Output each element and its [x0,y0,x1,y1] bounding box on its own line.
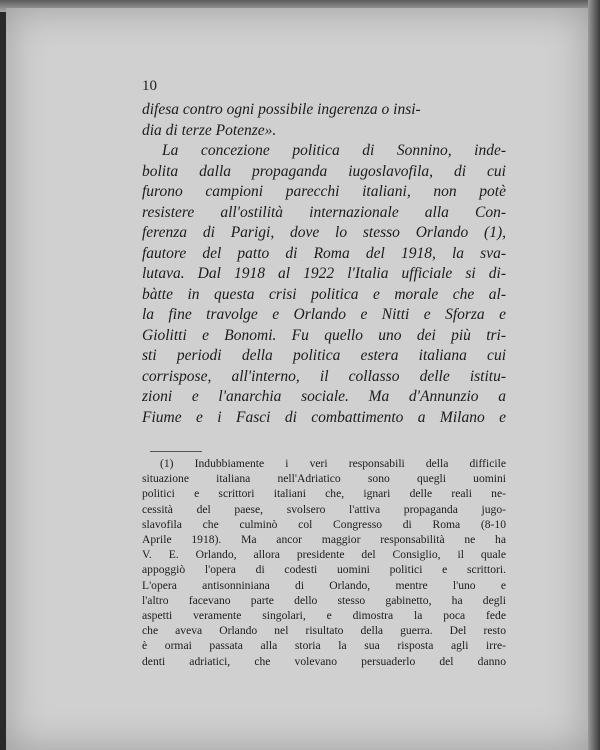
text-line: Fiume e i Fasci di combattimento a Milano e [142,408,506,426]
text-line: ferenza di Parigi, dove lo stesso Orlando (1), [142,224,506,241]
footnote-line: appoggiò l'opera di codesti uomini politici e scrittori. [142,563,506,577]
text-line: La concezione politica di Sonnino, inde- [162,142,506,159]
footnote-line: è ormai passata alla storia la sua risposta agli irre- [142,639,506,653]
text-line: furono campioni parecchi italiani, non potè [142,183,506,200]
text-line: la fine travolge e Orlando e Nitti e Sforza e [142,306,506,323]
footnote-line: slavofila che culminò col Congresso di Roma (8-10 [142,517,506,531]
text-line: bàtte in questa crisi politica e morale che al- [142,285,506,303]
footnote-line: che aveva Orlando nel risultato della guerra. Del resto [142,624,506,638]
footnote-line: denti adriatici, che volevano persuaderlo del danno [142,654,506,668]
footnote-line: politici e scrittori italiani che, ignari delle reali ne- [142,487,506,501]
footnote-line: situazione italiana nell'Adriatico sono quegli uomini [142,472,506,486]
text-line: corrispose, all'interno, il collasso delle istitu- [142,367,506,385]
text-line: difesa contro ogni possibile ingerenza o insi- [142,101,421,118]
footnote-line: V. E. Orlando, allora presidente del Consiglio, il quale [142,548,506,562]
footnote-separator [150,451,202,452]
text-line: lutava. Dal 1918 al 1922 l'Italia ufficiale si di- [142,265,506,282]
footnote-line: (1) Indubbiamente i veri responsabili della difficile [160,457,506,470]
footnote-line: L'opera antisonniniana di Orlando, mentre l'uno e [142,578,506,592]
footnote-line: aspetti veramente singolari, e dimostra la poca fede [142,609,506,623]
text-line: resistere all'ostilità internazionale alla Con- [142,203,506,221]
page-number: 10 [142,78,157,94]
text-line: sti periodi della politica estera italiana cui [142,347,506,364]
main-text [142,100,506,428]
text-line: Giolitti e Bonomi. Fu quello uno dei più tri- [142,326,506,344]
footnote-line: l'altro facevano parte dello stesso gabinetto, ha degli [142,593,506,607]
footnote [142,456,506,669]
text-line: zioni e l'anarchia sociale. Ma d'Annunzio a [142,388,506,405]
text-line: bolita dalla propaganda iugoslavofila, di cui [142,162,506,180]
text-line: dia di terze Potenze». [142,121,277,139]
footnote-line: Aprile 1918). Ma ancor maggior responsabilità ne ha [142,533,506,547]
footnote-line: cessità del paese, svolsero l'attiva propaganda jugo- [142,502,506,516]
text-line: fautore del patto di Roma del 1918, la sva- [142,244,506,262]
book-spine-edge [588,0,600,750]
